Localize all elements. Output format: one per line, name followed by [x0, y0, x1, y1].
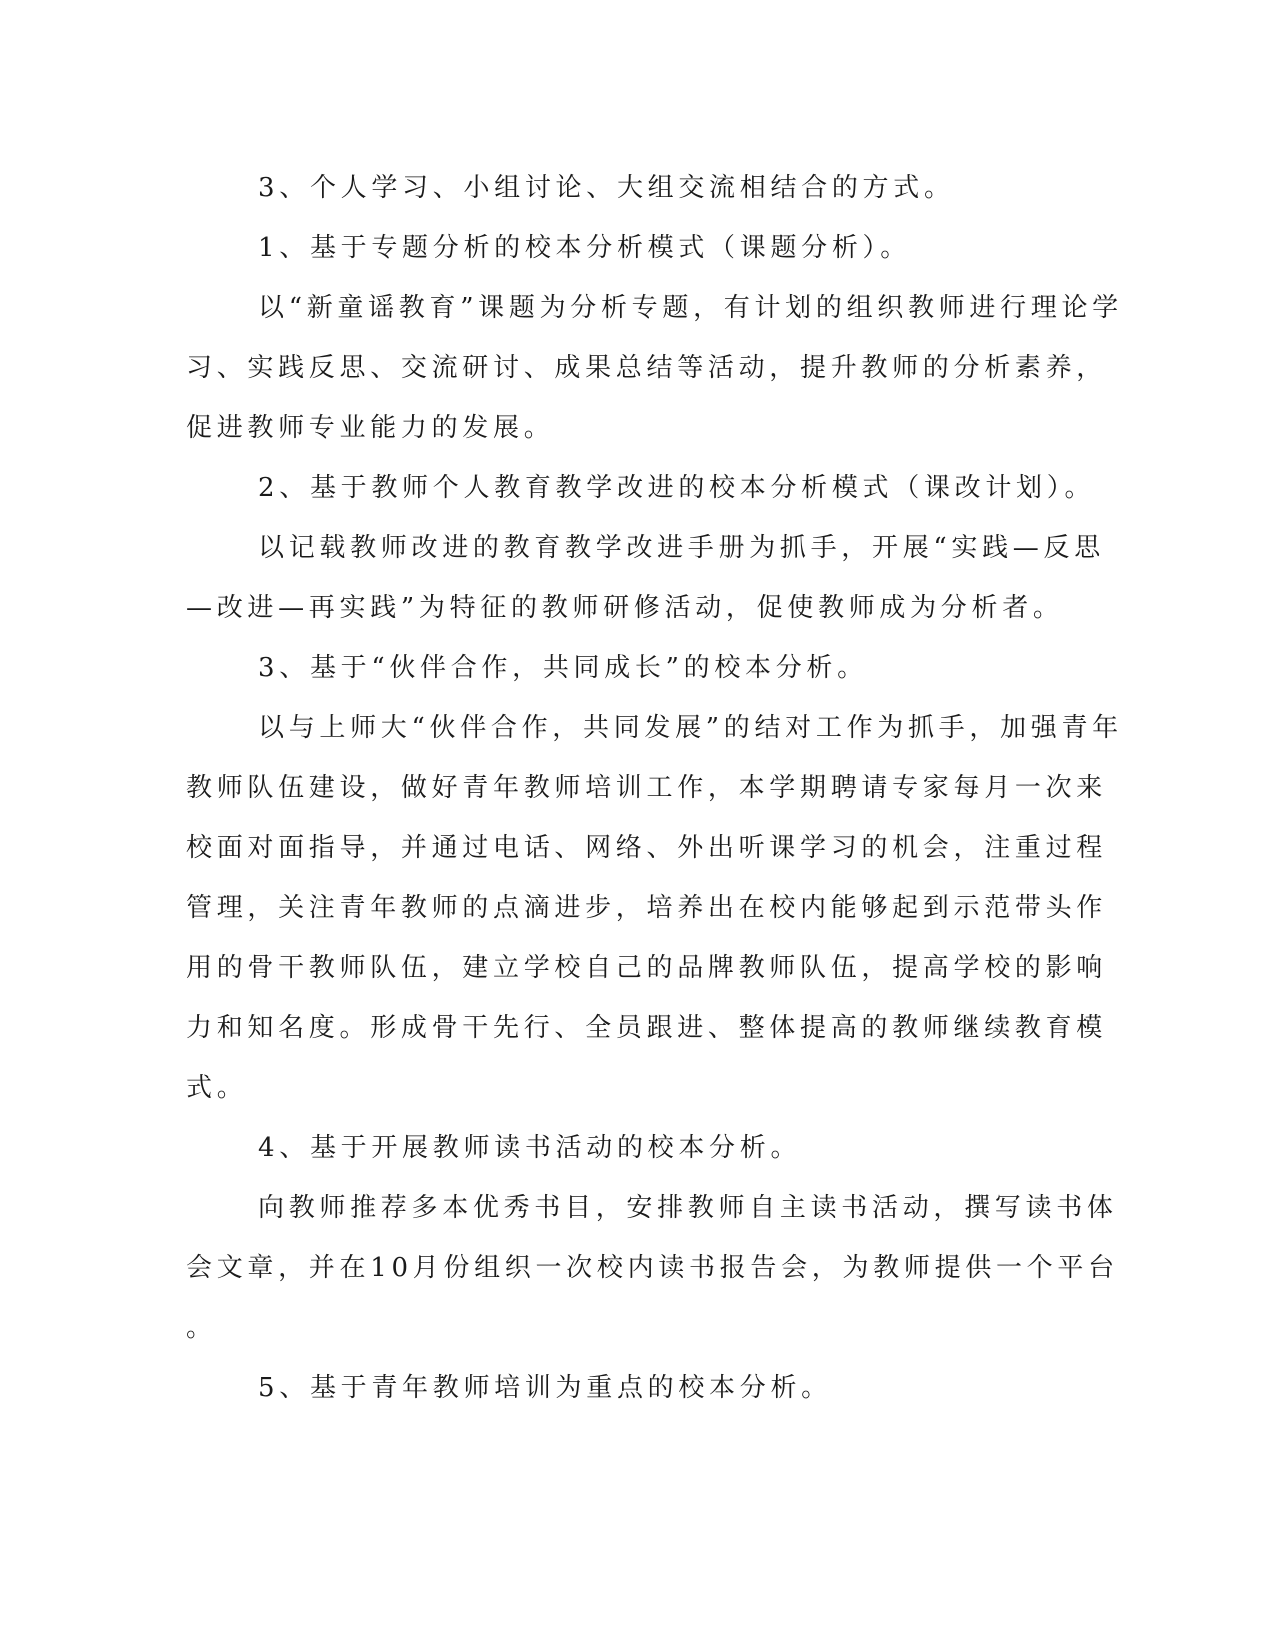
section-heading: 5、基于青年教师培训为重点的校本分析。 [258, 1373, 832, 1403]
section-heading: 2、基于教师个人教育教学改进的校本分析模式（课改计划）。 [258, 473, 1096, 503]
paragraph-line: 管理，关注青年教师的点滴进步，培养出在校内能够起到示范带头作 [186, 893, 1108, 923]
paragraph-line: 校面对面指导，并通过电话、网络、外出听课学习的机会，注重过程 [186, 833, 1108, 863]
paragraph-line: 以记载教师改进的教育教学改进手册为抓手，开展“实践—反思 [258, 533, 1105, 563]
paragraph-line: 用的骨干教师队伍，建立学校自己的品牌教师队伍，提高学校的影响 [186, 953, 1108, 983]
section-heading: 3、基于“伙伴合作，共同成长”的校本分析。 [258, 653, 868, 683]
paragraph-line: —改进—再实践”为特征的教师研修活动，促使教师成为分析者。 [186, 593, 1064, 623]
paragraph-line: 。 [186, 1313, 217, 1343]
paragraph-line: 教师队伍建设，做好青年教师培训工作，本学期聘请专家每月一次来 [186, 773, 1108, 803]
paragraph-line: 习、实践反思、交流研讨、成果总结等活动，提升教师的分析素养， [186, 353, 1108, 383]
document-body [186, 158, 1123, 1418]
section-heading: 1、基于专题分析的校本分析模式（课题分析）。 [258, 233, 911, 263]
paragraph-line: 以“新童谣教育”课题为分析专题，有计划的组织教师进行理论学 [258, 293, 1123, 323]
paragraph-line: 式。 [186, 1073, 248, 1103]
paragraph-line: 向教师推荐多本优秀书目，安排教师自主读书活动，撰写读书体 [258, 1193, 1118, 1223]
paragraph-line: 会文章，并在10月份组织一次校内读书报告会，为教师提供一个平台 [186, 1253, 1119, 1283]
paragraph-line: 促进教师专业能力的发展。 [186, 413, 555, 443]
paragraph-line: 力和知名度。形成骨干先行、全员跟进、整体提高的教师继续教育模 [186, 1013, 1108, 1043]
paragraph-line: 以与上师大“伙伴合作，共同发展”的结对工作为抓手，加强青年 [258, 713, 1123, 743]
list-item-heading: 3、个人学习、小组讨论、大组交流相结合的方式。 [258, 173, 955, 203]
section-heading: 4、基于开展教师读书活动的校本分析。 [258, 1133, 802, 1163]
